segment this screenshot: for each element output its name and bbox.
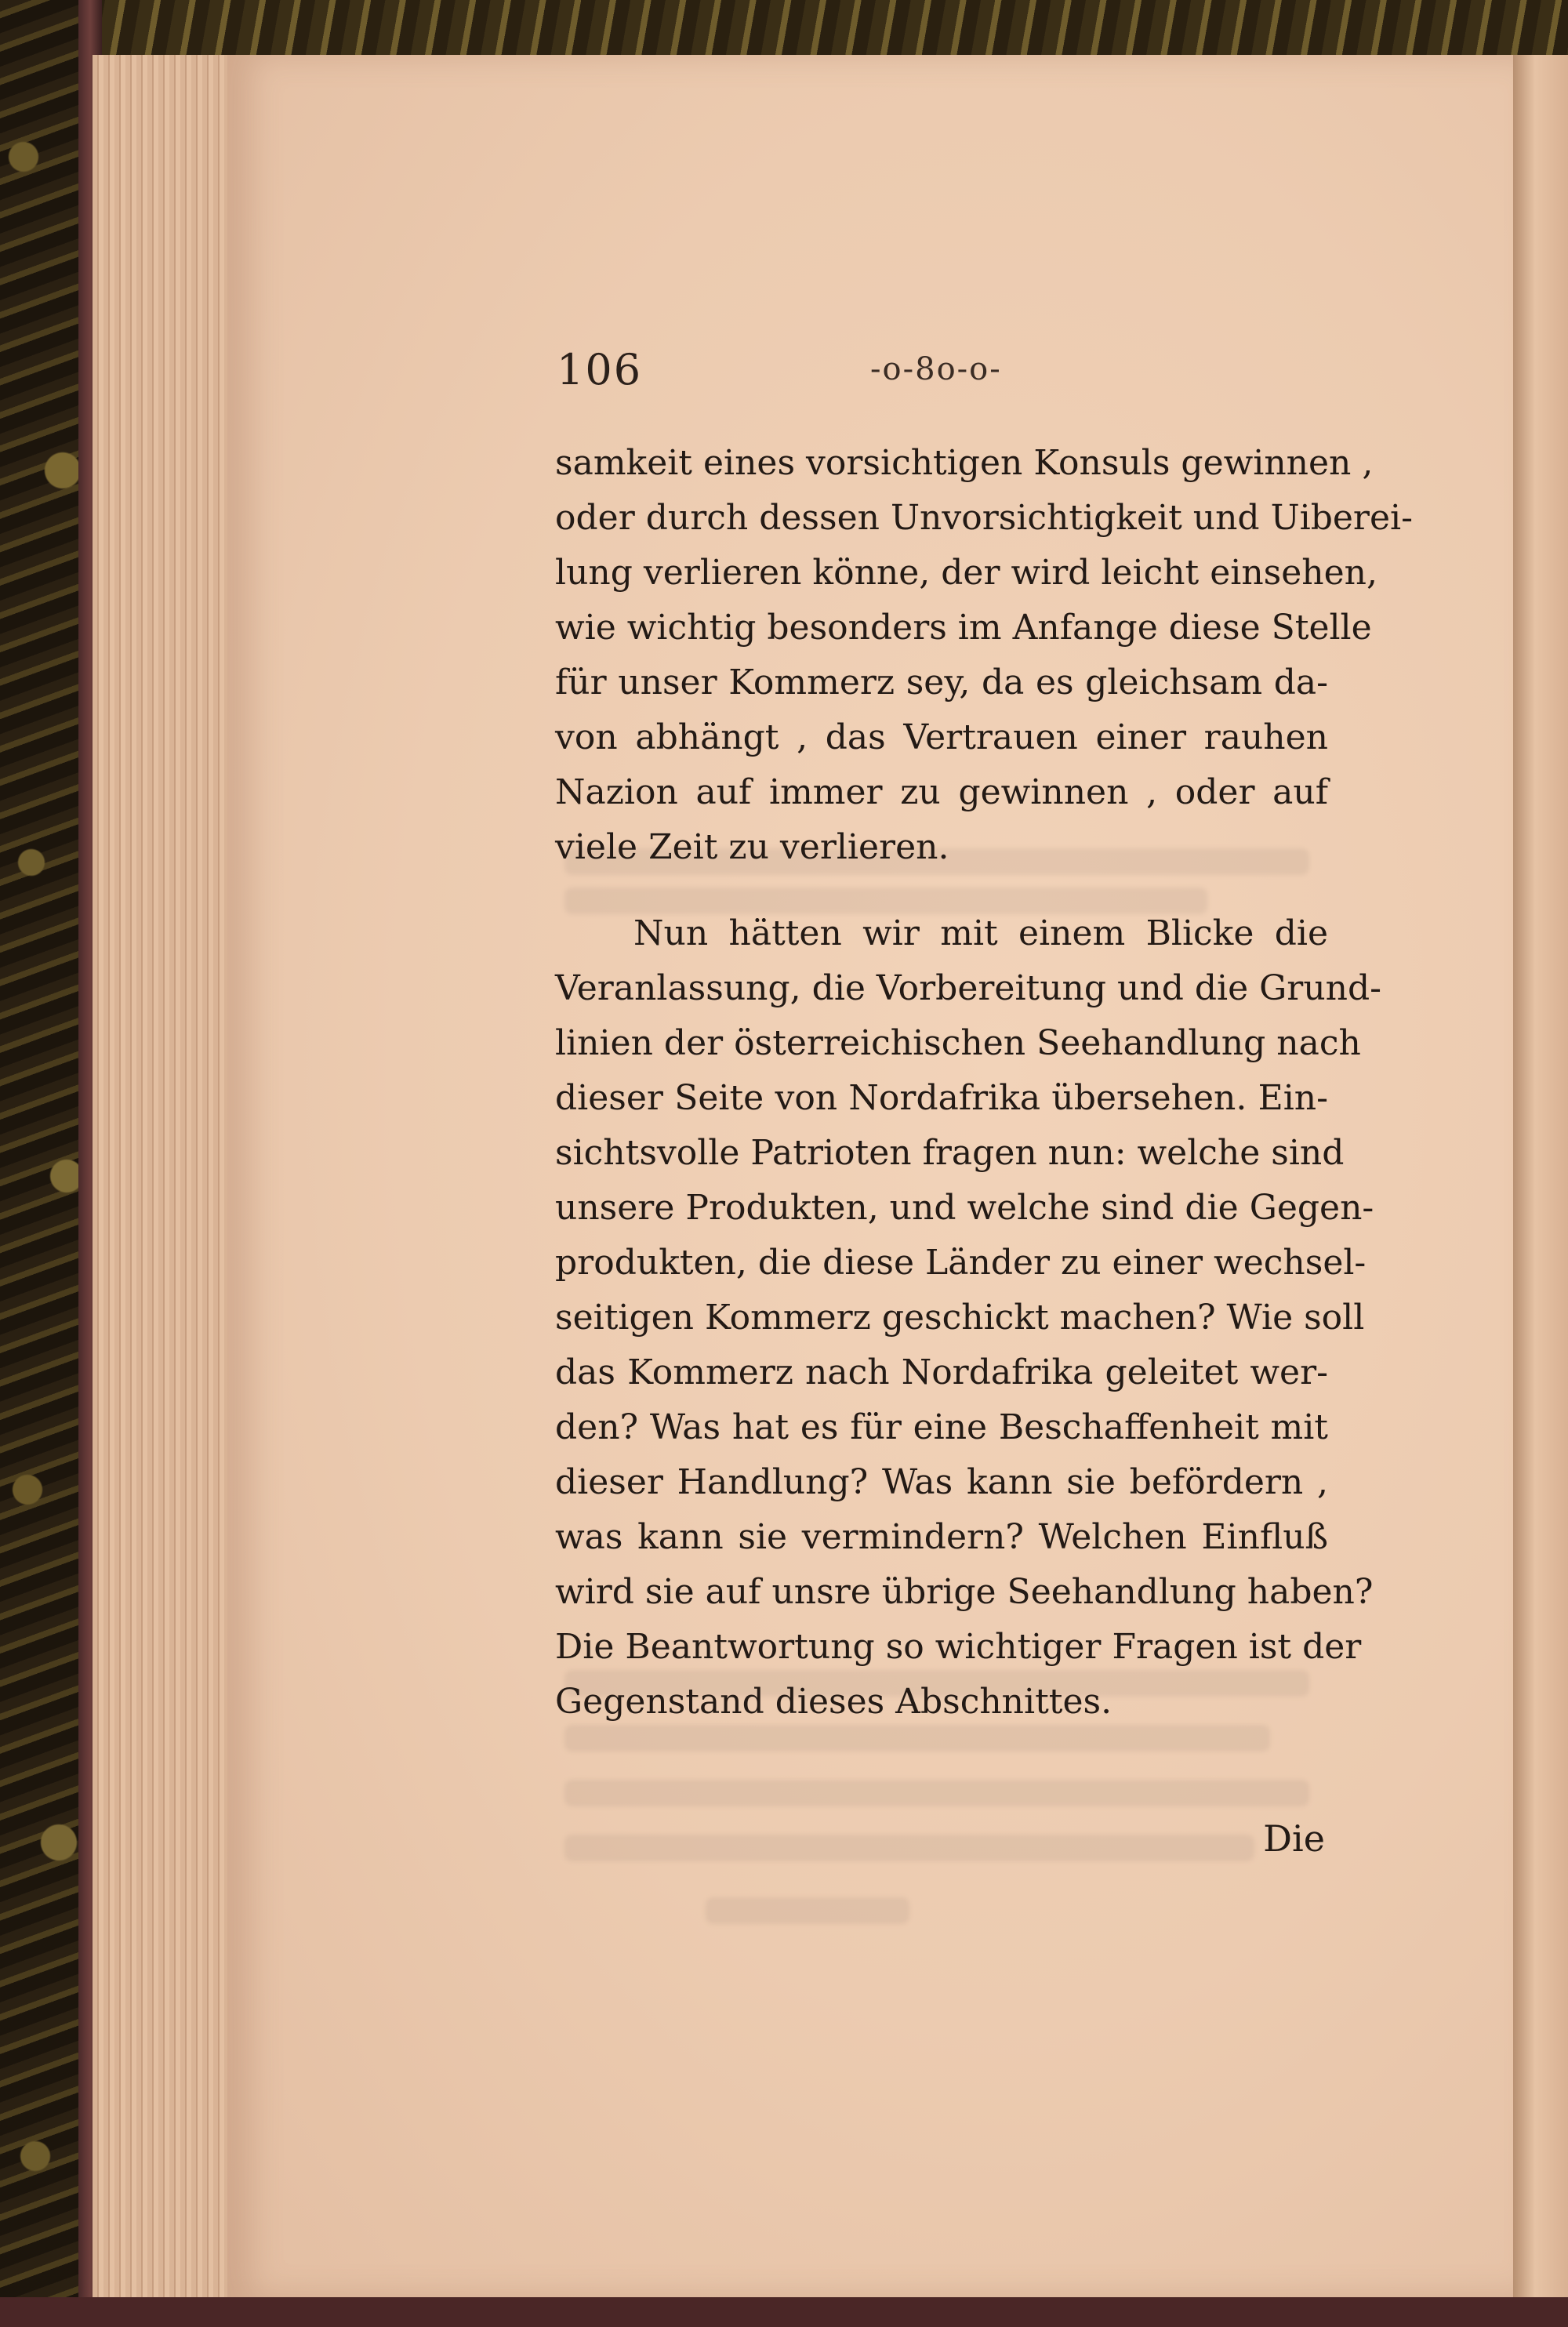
text-line: Nazion auf immer zu gewinnen , oder auf bbox=[555, 772, 1328, 812]
page-number: 106 bbox=[557, 345, 643, 394]
show-through-mark bbox=[564, 1780, 1309, 1806]
show-through-mark bbox=[706, 1897, 909, 1924]
text-line: wie wichtig besonders im Anfange diese Stelle bbox=[555, 608, 1372, 648]
text-line: für unser Kommerz sey, da es gleichsam da- bbox=[555, 663, 1328, 702]
text-line: das Kommerz nach Nordafrika geleitet wer- bbox=[555, 1352, 1328, 1392]
page-stack-edges bbox=[93, 55, 241, 2297]
marbled-top-edge bbox=[0, 0, 1568, 61]
page-header bbox=[557, 345, 1325, 408]
text-line: sichtsvolle Patrioten fragen nun: welche sind bbox=[555, 1133, 1345, 1173]
text-line: dieser Seite von Nordafrika übersehen. Ein- bbox=[555, 1078, 1328, 1118]
text-line: linien der österreichischen Seehandlung nach bbox=[555, 1023, 1361, 1063]
paragraph-2 bbox=[555, 906, 1382, 1730]
facing-page-edge bbox=[1513, 55, 1568, 2297]
text-line: dieser Handlung? Was kann sie befördern , bbox=[555, 1462, 1328, 1502]
text-line: seitigen Kommerz geschickt machen? Wie soll bbox=[555, 1298, 1365, 1338]
text-line: lung verlieren könne, der wird leicht einsehen, bbox=[555, 553, 1377, 593]
text-line: Die Beantwortung so wichtiger Fragen ist der bbox=[555, 1627, 1362, 1667]
header-ornament: -o-8o-o- bbox=[870, 351, 1002, 387]
text-line: wird sie auf unsre übrige Seehandlung haben? bbox=[555, 1572, 1374, 1612]
text-line: viele Zeit zu verlieren. bbox=[555, 827, 949, 867]
binding-bottom-edge bbox=[0, 2297, 1568, 2327]
paragraph-1 bbox=[555, 436, 1413, 875]
text-line: den? Was hat es für eine Beschaffenheit mit bbox=[555, 1407, 1328, 1447]
text-line: Gegenstand dieses Abschnittes. bbox=[555, 1682, 1112, 1722]
text-line: samkeit eines vorsichtigen Konsuls gewinnen , bbox=[555, 443, 1374, 483]
text-line: von abhängt , das Vertrauen einer rauhen bbox=[555, 717, 1328, 757]
text-line: was kann sie vermindern? Welchen Einfluß bbox=[555, 1517, 1328, 1557]
show-through-mark bbox=[564, 1835, 1254, 1861]
text-line: produkten, die diese Länder zu einer wechsel- bbox=[555, 1243, 1367, 1283]
catchword: Die bbox=[1263, 1817, 1325, 1860]
text-line: Veranlassung, die Vorbereitung und die Grund- bbox=[555, 968, 1382, 1008]
text-line: Nun hätten wir mit einem Blicke die bbox=[633, 913, 1328, 953]
text-line: unsere Produkten, und welche sind die Gegen- bbox=[555, 1188, 1374, 1228]
text-line: oder durch dessen Unvorsichtigkeit und Uiberei- bbox=[555, 498, 1413, 538]
